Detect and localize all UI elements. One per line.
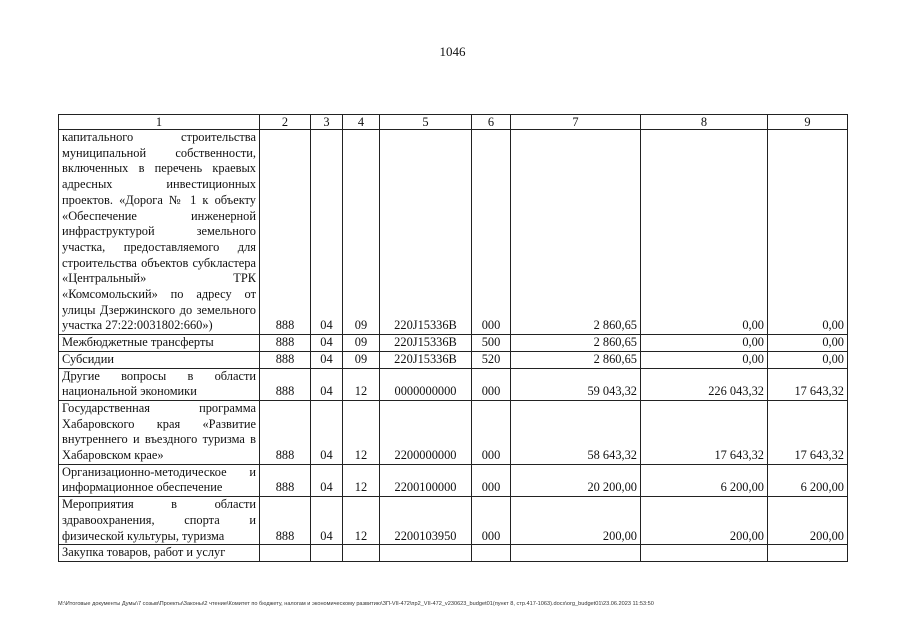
budget-table <box>58 114 848 562</box>
cell-amount-9: 0,00 <box>768 335 848 352</box>
row-name: капитального строительства муниципальной собственности, включенных в перечень краевых адресных инвестиционных проектов. «Дорога № 1 к объекту «Обеспечение инженерной инфраструктурой земельного участка, предоставляемого для строительства объектов субкластера «Центральный» ТРК «Комсомольский» по адресу от улицы Дзержинского до земельного участка 27:22:0031802:660») <box>59 130 260 335</box>
cell-amount-7: 200,00 <box>511 497 641 545</box>
cell-section: 04 <box>311 351 343 368</box>
column-header: 6 <box>472 115 511 130</box>
cell-subsection: 12 <box>343 497 380 545</box>
cell-target-article: 220J15336B <box>380 351 472 368</box>
column-header: 3 <box>311 115 343 130</box>
column-header: 4 <box>343 115 380 130</box>
cell-section: 04 <box>311 130 343 335</box>
cell-target-article: 2200100000 <box>380 464 472 496</box>
cell-target-article: 220J15336B <box>380 335 472 352</box>
cell-subsection: 09 <box>343 130 380 335</box>
cell-amount-8: 17 643,32 <box>641 400 768 464</box>
table-row <box>59 545 848 562</box>
column-header: 2 <box>260 115 311 130</box>
column-header: 8 <box>641 115 768 130</box>
column-header: 7 <box>511 115 641 130</box>
row-name: Организационно-методическое и информационное обеспечение <box>59 464 260 496</box>
cell-subsection: 12 <box>343 400 380 464</box>
row-name: Мероприятия в области здравоохранения, спорта и физической культуры, туризма <box>59 497 260 545</box>
cell-expense-type: 000 <box>472 368 511 400</box>
row-name: Субсидии <box>59 351 260 368</box>
row-name: Другие вопросы в области национальной экономики <box>59 368 260 400</box>
cell-subsection: 12 <box>343 464 380 496</box>
cell-amount-7: 20 200,00 <box>511 464 641 496</box>
column-header: 5 <box>380 115 472 130</box>
cell-expense-type: 000 <box>472 497 511 545</box>
cell-amount-8: 0,00 <box>641 335 768 352</box>
cell-amount-9: 0,00 <box>768 351 848 368</box>
cell-expense-type: 000 <box>472 130 511 335</box>
table-row <box>59 400 848 464</box>
cell-section: 04 <box>311 464 343 496</box>
table-row <box>59 497 848 545</box>
column-header: 9 <box>768 115 848 130</box>
cell-amount-9: 17 643,32 <box>768 400 848 464</box>
cell-admin-code: 888 <box>260 400 311 464</box>
table-row <box>59 130 848 335</box>
cell-subsection: 12 <box>343 368 380 400</box>
cell-amount-9 <box>768 545 848 562</box>
cell-expense-type: 500 <box>472 335 511 352</box>
cell-section <box>311 545 343 562</box>
cell-section: 04 <box>311 335 343 352</box>
cell-amount-9: 200,00 <box>768 497 848 545</box>
cell-expense-type <box>472 545 511 562</box>
row-name: Закупка товаров, работ и услуг <box>59 545 260 562</box>
cell-admin-code: 888 <box>260 497 311 545</box>
page-number: 1046 <box>439 44 466 59</box>
cell-amount-9: 6 200,00 <box>768 464 848 496</box>
cell-subsection: 09 <box>343 335 380 352</box>
cell-expense-type: 000 <box>472 400 511 464</box>
cell-subsection <box>343 545 380 562</box>
table-row <box>59 351 848 368</box>
cell-amount-7: 58 643,32 <box>511 400 641 464</box>
document-footer-path: M:\Итоговые документы Думы\7 созыв\Проекты\Законы\2 чтение\Комитет по бюджету, налогам и экономическому развитию\ЗП-VII-472\пр2_VII-472_v230623_budget01(пункт 8, стр.417-1063).docx\org_budget01\23.06.2023 11:53:50 <box>58 601 654 607</box>
cell-target-article: 2200103950 <box>380 497 472 545</box>
cell-admin-code: 888 <box>260 464 311 496</box>
cell-admin-code: 888 <box>260 368 311 400</box>
cell-admin-code: 888 <box>260 130 311 335</box>
table-row <box>59 368 848 400</box>
row-name: Межбюджетные трансферты <box>59 335 260 352</box>
cell-admin-code: 888 <box>260 351 311 368</box>
table-row <box>59 335 848 352</box>
cell-amount-9: 17 643,32 <box>768 368 848 400</box>
cell-amount-8: 200,00 <box>641 497 768 545</box>
cell-amount-8: 226 043,32 <box>641 368 768 400</box>
cell-amount-7: 2 860,65 <box>511 351 641 368</box>
cell-amount-8 <box>641 545 768 562</box>
cell-target-article: 0000000000 <box>380 368 472 400</box>
table-header-row <box>59 115 848 130</box>
cell-subsection: 09 <box>343 351 380 368</box>
cell-section: 04 <box>311 368 343 400</box>
cell-amount-7: 2 860,65 <box>511 335 641 352</box>
cell-amount-8: 0,00 <box>641 351 768 368</box>
cell-expense-type: 000 <box>472 464 511 496</box>
cell-section: 04 <box>311 400 343 464</box>
cell-target-article: 2200000000 <box>380 400 472 464</box>
cell-section: 04 <box>311 497 343 545</box>
cell-amount-8: 0,00 <box>641 130 768 335</box>
cell-amount-9: 0,00 <box>768 130 848 335</box>
table-row <box>59 464 848 496</box>
cell-amount-7: 2 860,65 <box>511 130 641 335</box>
cell-amount-8: 6 200,00 <box>641 464 768 496</box>
row-name: Государственная программа Хабаровского края «Развитие внутреннего и въездного туризма в Хабаровском крае» <box>59 400 260 464</box>
column-header: 1 <box>59 115 260 130</box>
cell-target-article <box>380 545 472 562</box>
cell-expense-type: 520 <box>472 351 511 368</box>
cell-amount-7 <box>511 545 641 562</box>
cell-target-article: 220J15336B <box>380 130 472 335</box>
cell-amount-7: 59 043,32 <box>511 368 641 400</box>
cell-admin-code: 888 <box>260 335 311 352</box>
cell-admin-code <box>260 545 311 562</box>
